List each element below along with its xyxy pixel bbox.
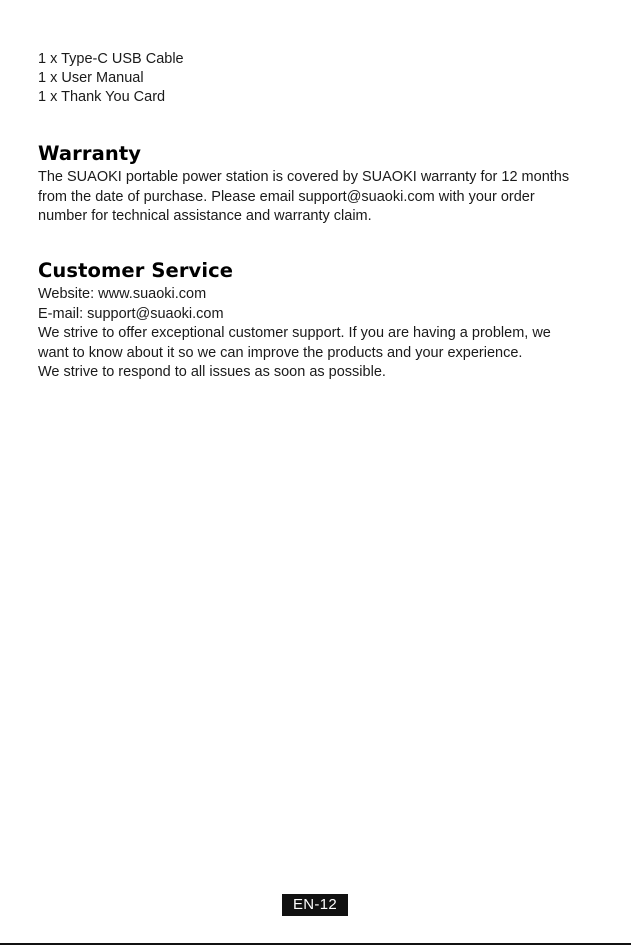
warranty-section	[38, 142, 598, 227]
customer-service-heading: Customer Service	[38, 259, 234, 282]
website-line: Website: www.suaoki.com	[38, 286, 207, 302]
package-item: 1 x User Manual	[38, 70, 144, 86]
warranty-heading: Warranty	[38, 142, 142, 165]
package-item: 1 x Type-C USB Cable	[38, 51, 184, 67]
service-line: We strive to offer exceptional customer support. If you are having a problem, we	[38, 325, 551, 341]
warranty-line: from the date of purchase. Please email support@suaoki.com with your order	[38, 188, 535, 205]
service-line: We strive to respond to all issues as soon as possible.	[38, 364, 386, 380]
customer-service-section	[38, 259, 598, 383]
email-line: E-mail: support@suaoki.com	[38, 305, 224, 322]
warranty-line: The SUAOKI portable power station is covered by SUAOKI warranty for 12 months	[38, 169, 570, 185]
package-item: 1 x Thank You Card	[38, 89, 166, 105]
warranty-text	[38, 168, 598, 227]
customer-service-text	[38, 285, 598, 383]
warranty-line: number for technical assistance and warranty claim.	[38, 208, 372, 224]
page-number-badge: EN-12	[282, 894, 348, 916]
package-contents-list	[38, 50, 184, 107]
service-line: want to know about it so we can improve the products and your experience.	[38, 344, 523, 361]
bottom-divider	[0, 943, 631, 945]
